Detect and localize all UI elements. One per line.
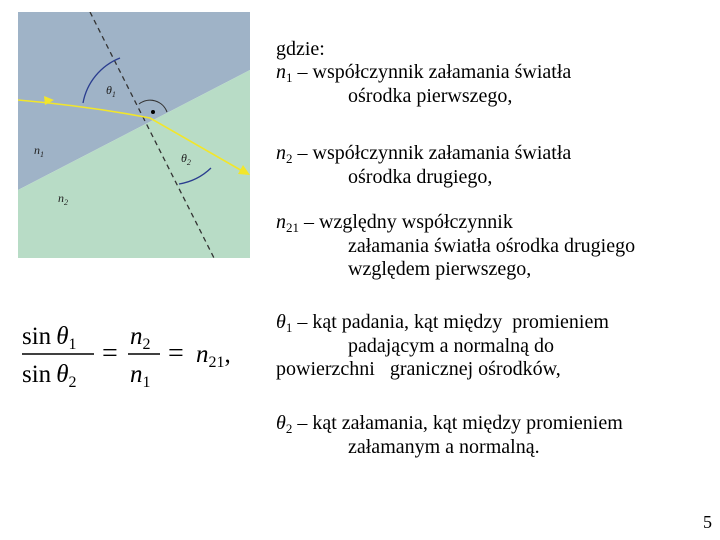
formula-n-bottom: n: [130, 361, 143, 388]
def-n1-line1: [276, 61, 571, 85]
def-n21-sub: 21: [286, 220, 299, 235]
angle-2-label: θ: [181, 151, 187, 165]
formula-n-top: n: [130, 323, 143, 350]
medium-2-label: n: [58, 191, 64, 205]
definition-n2: [276, 142, 571, 189]
medium-1-label: n: [34, 143, 40, 157]
definition-theta1: [276, 311, 609, 381]
def-theta1-text1: – kąt padania, kąt między promieniem: [292, 311, 609, 333]
angle-1-sub: 1: [111, 90, 116, 99]
svg-text:n2: [130, 323, 151, 353]
medium-1-sub: 1: [40, 150, 44, 159]
intro-text: gdzie:: [276, 38, 325, 60]
def-theta2-line2: załamanym a normalną.: [348, 436, 540, 458]
def-n1-line2: ośrodka pierwszego,: [348, 85, 513, 107]
formula-theta-bottom: θ: [56, 361, 69, 388]
def-n21-text1: – względny współczynnik: [299, 211, 513, 233]
def-n2-symbol: n: [276, 142, 286, 164]
svg-text:sinθ1: [22, 323, 76, 353]
def-theta1-sub: 1: [285, 320, 293, 335]
formula-n21: n: [196, 341, 209, 368]
angle-2-sub: 2: [186, 158, 191, 167]
def-n21-line1: [276, 211, 635, 235]
formula-n21-sub: 21: [208, 354, 225, 371]
def-theta2-text1: – kąt załamania, kąt między promieniem: [292, 412, 623, 434]
def-n1-symbol: n: [276, 61, 286, 83]
formula-sub-bottom: 2: [68, 374, 77, 391]
def-theta1-symbol: θ: [276, 311, 286, 333]
formula-sin-top: sin: [22, 323, 52, 350]
angle-1-label: θ: [106, 83, 112, 97]
def-n21-line3: względem pierwszego,: [348, 258, 532, 280]
def-n2-line2: ośrodka drugiego,: [348, 166, 493, 188]
def-n2-sub: 2: [286, 151, 293, 166]
svg-text:n21,: [196, 341, 231, 371]
def-theta1-line2: padającym a normalną do: [348, 335, 555, 357]
snell-law-formula: [20, 312, 250, 392]
def-theta1-line1: [276, 311, 609, 335]
formula-n-sub-top: 2: [142, 336, 151, 353]
def-n21-symbol: n: [276, 211, 286, 233]
definition-n21: [276, 211, 635, 281]
right-angle-dot: [151, 110, 155, 114]
definitions-block-intro: [276, 38, 571, 108]
formula-theta-top: θ: [56, 323, 69, 350]
def-n1-text1: – współczynnik załamania światła: [292, 61, 572, 83]
formula-sub-top: 1: [68, 336, 77, 353]
page-number: 5: [703, 512, 712, 532]
def-theta2-sub: 2: [285, 421, 293, 436]
equals-1: =: [102, 338, 118, 369]
def-theta2-symbol: θ: [276, 412, 286, 434]
svg-text:n1: [130, 361, 151, 391]
def-n21-line2: załamania światła ośrodka drugiego: [348, 235, 636, 257]
refraction-diagram: [18, 12, 250, 258]
formula-sin-bottom: sin: [22, 361, 52, 388]
def-n1-sub: 1: [286, 70, 293, 85]
svg-text:sinθ2: [22, 361, 76, 391]
medium-2-sub: 2: [64, 198, 68, 207]
definition-theta2: [276, 412, 623, 459]
def-theta2-line1: [276, 412, 623, 436]
def-n2-line1: [276, 142, 571, 166]
formula-n-sub-bottom: 1: [142, 374, 151, 391]
def-n2-text1: – współczynnik załamania światła: [292, 142, 572, 164]
formula-comma: ,: [224, 341, 231, 368]
equals-2: =: [168, 338, 184, 369]
def-theta1-line3: powierzchni granicznej ośrodków,: [276, 358, 561, 380]
